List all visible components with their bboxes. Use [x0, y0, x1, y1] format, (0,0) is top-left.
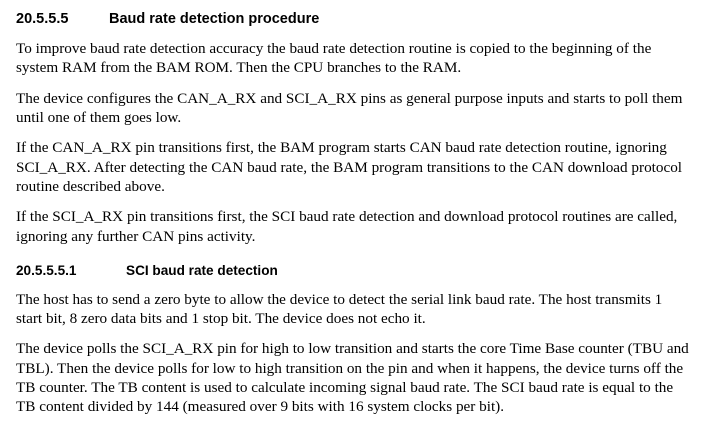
paragraph: The device polls the SCI_A_RX pin for high to low transition and starts the core Time Base counter (TBU and TBL). Then the device polls for low to high transition on the pin and when it happens, the device turns off the TB counter. The TB content is used to calculate incoming signal baud rate. The SCI baud rate is equal to the TB content divided by 144 (measured over 9 bits with 16 system clocks per bit).	[16, 340, 689, 416]
section-heading-20-5-5-5-1	[16, 263, 691, 280]
paragraph: If the CAN_A_RX pin transitions first, the BAM program starts CAN baud rate detection routine, ignoring SCI_A_RX. After detecting the CAN baud rate, the BAM program transitions to the CAN download protocol routine described above.	[16, 139, 683, 195]
section-title: Baud rate detection procedure	[109, 11, 320, 27]
section-number: 20.5.5.5	[16, 11, 69, 27]
section-title: SCI baud rate detection	[126, 262, 278, 278]
section-heading-20-5-5-5	[16, 10, 691, 28]
paragraph: The device configures the CAN_A_RX and SCI_A_RX pins as general purpose inputs and starts to poll them until one of them goes low.	[16, 89, 683, 127]
paragraph: The host has to send a zero byte to allow the device to detect the serial link baud rate. The host transmits 1 start bit, 8 zero data bits and 1 stop bit. The device does not echo it.	[16, 290, 663, 328]
paragraph: If the SCI_A_RX pin transitions first, the SCI baud rate detection and download protocol routines are called, ignoring any further CAN pins activity.	[16, 208, 678, 245]
paragraph: To improve baud rate detection accuracy the baud rate detection routine is copied to the beginning of the system RAM from the BAM ROM. Then the CPU branches to the RAM.	[16, 40, 652, 77]
section-number: 20.5.5.5.1	[16, 262, 77, 278]
